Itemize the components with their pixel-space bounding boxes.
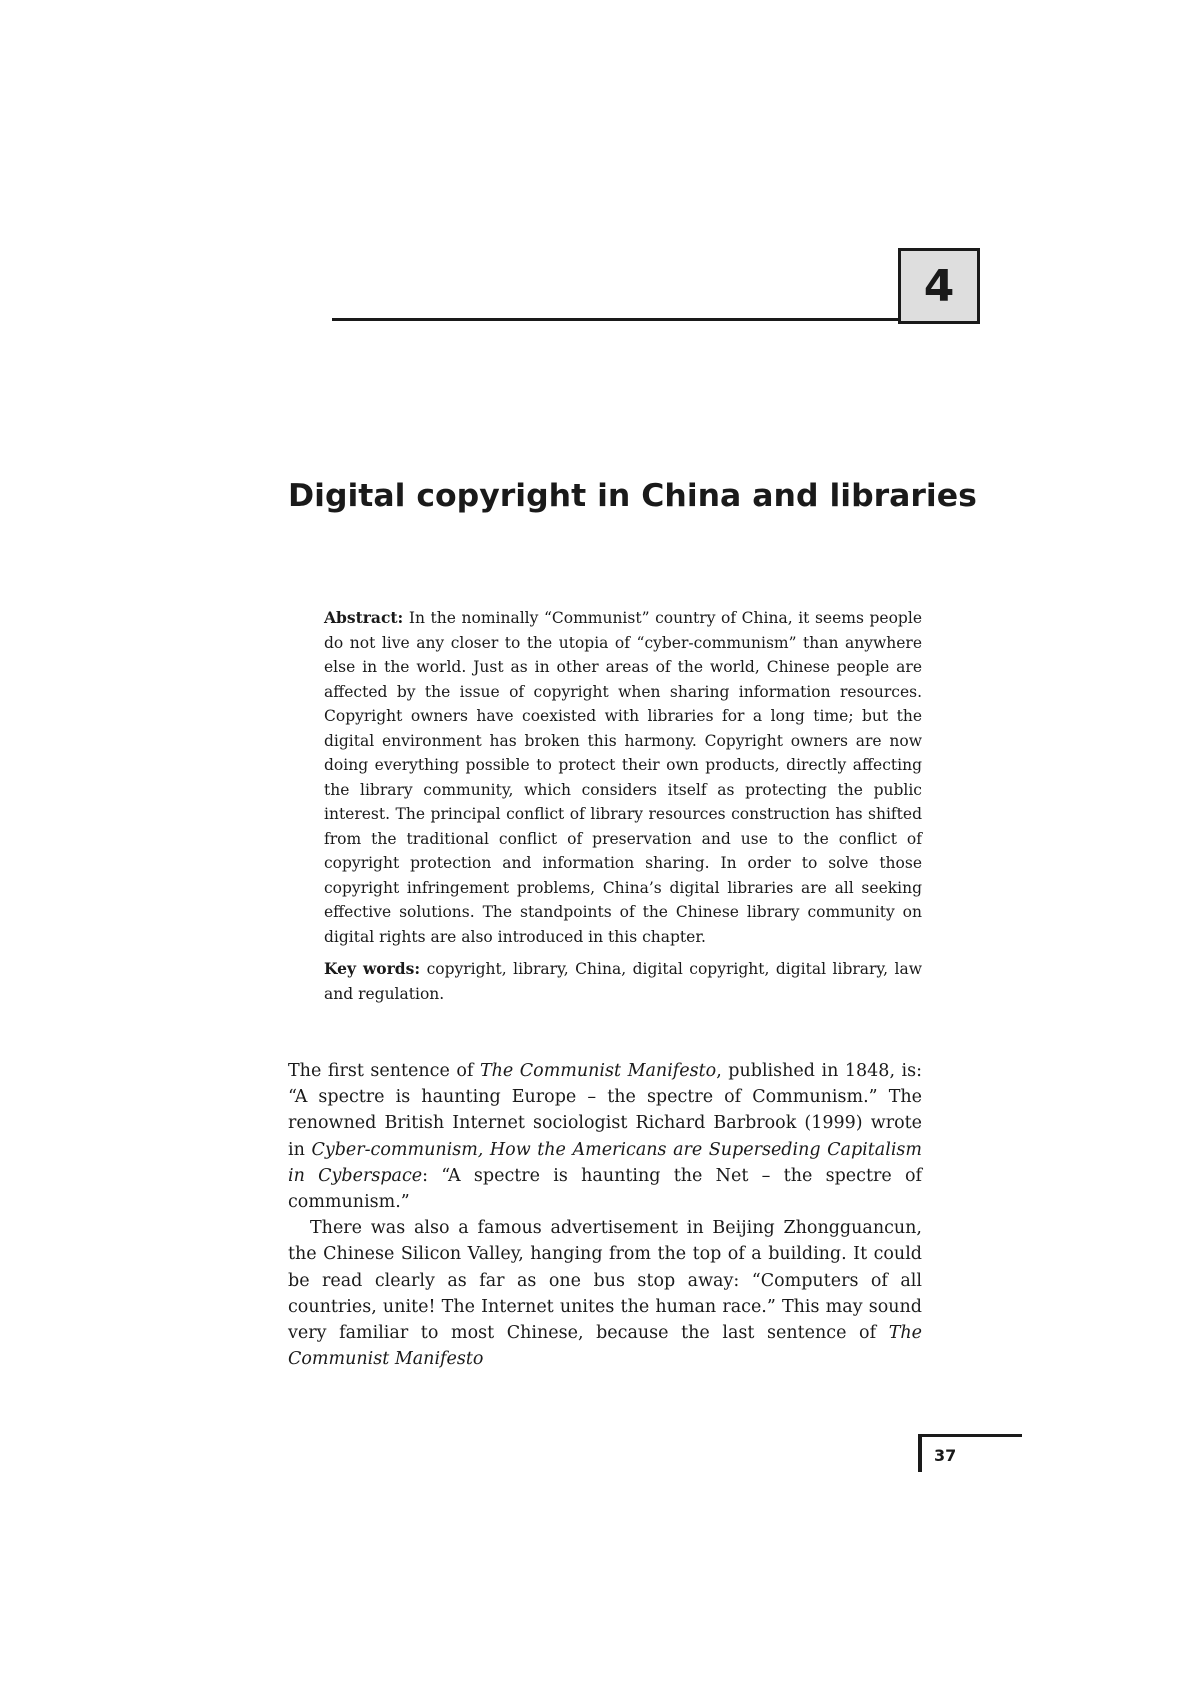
- book-title-communist-manifesto: The Communist Manifesto: [479, 1061, 717, 1081]
- folio-rule-vertical: [918, 1434, 922, 1472]
- abstract-block: [324, 606, 922, 1006]
- chapter-number: 4: [923, 260, 955, 312]
- book-title-communist-manifesto-2: The Communist Manifesto: [288, 1323, 922, 1370]
- body-paragraph-1: [288, 1058, 922, 1215]
- chapter-title: Digital copyright in China and libraries: [288, 478, 977, 514]
- body-p1-text-1: The first sentence of: [288, 1061, 480, 1081]
- keywords-label: Key words:: [324, 959, 421, 978]
- body-paragraph-2: [288, 1215, 922, 1372]
- book-title-cyber-communism: Cyber-communism, How the Americans are Superseding Capitalism in Cyberspace: [288, 1139, 922, 1186]
- abstract-paragraph: [324, 606, 922, 949]
- body-p2-text-1: There was also a famous advertisement in Beijing Zhongguancun, the Chinese Silicon Valley, hanging from the top of a building. It could be read clearly as far as one bus stop away: “Computers of all countries, unite! The Internet unites the human race.” This may sound very familiar to most Chinese, because the last sentence of: [288, 1218, 922, 1344]
- body-p1-text-3: : “A spectre is haunting the Net – the spectre of communism.”: [288, 1165, 922, 1213]
- chapter-number-box: [898, 248, 980, 324]
- folio-rule-horizontal: [918, 1434, 1022, 1437]
- abstract-text: In the nominally “Communist” country of China, it seems people do not live any closer to the utopia of “cyber-communism” than anywhere else in the world. Just as in other areas of the world, Chinese people are affected by the issue of copyright when sharing information resources. Copyright owners have coexisted with libraries for a long time; but the digital environment has broken this harmony. Copyright owners are now doing everything possible to protect their own products, directly affecting the library community, which considers itself as protecting the public interest. The principal conflict of library resources construction has shifted from the traditional conflict of preservation and use to the conflict of copyright protection and information sharing. In order to solve those copyright infringement problems, China’s digital libraries are all seeking effective solutions. The standpoints of the Chinese library community on digital rights are also introduced in this chapter.: [324, 609, 922, 946]
- keywords-paragraph: [324, 957, 922, 1006]
- page-number: 37: [934, 1446, 957, 1465]
- keywords-text: copyright, library, China, digital copyright, digital library, law and regulation.: [324, 960, 923, 1003]
- abstract-label: Abstract:: [324, 608, 404, 627]
- chapter-header-rule: [332, 318, 900, 321]
- body-text: [288, 1058, 922, 1372]
- body-p1-text-2: , published in 1848, is: “A spectre is haunting Europe – the spectre of Communism.” The renowned British Internet sociologist Richard Barbrook (1999) wrote in: [288, 1061, 923, 1160]
